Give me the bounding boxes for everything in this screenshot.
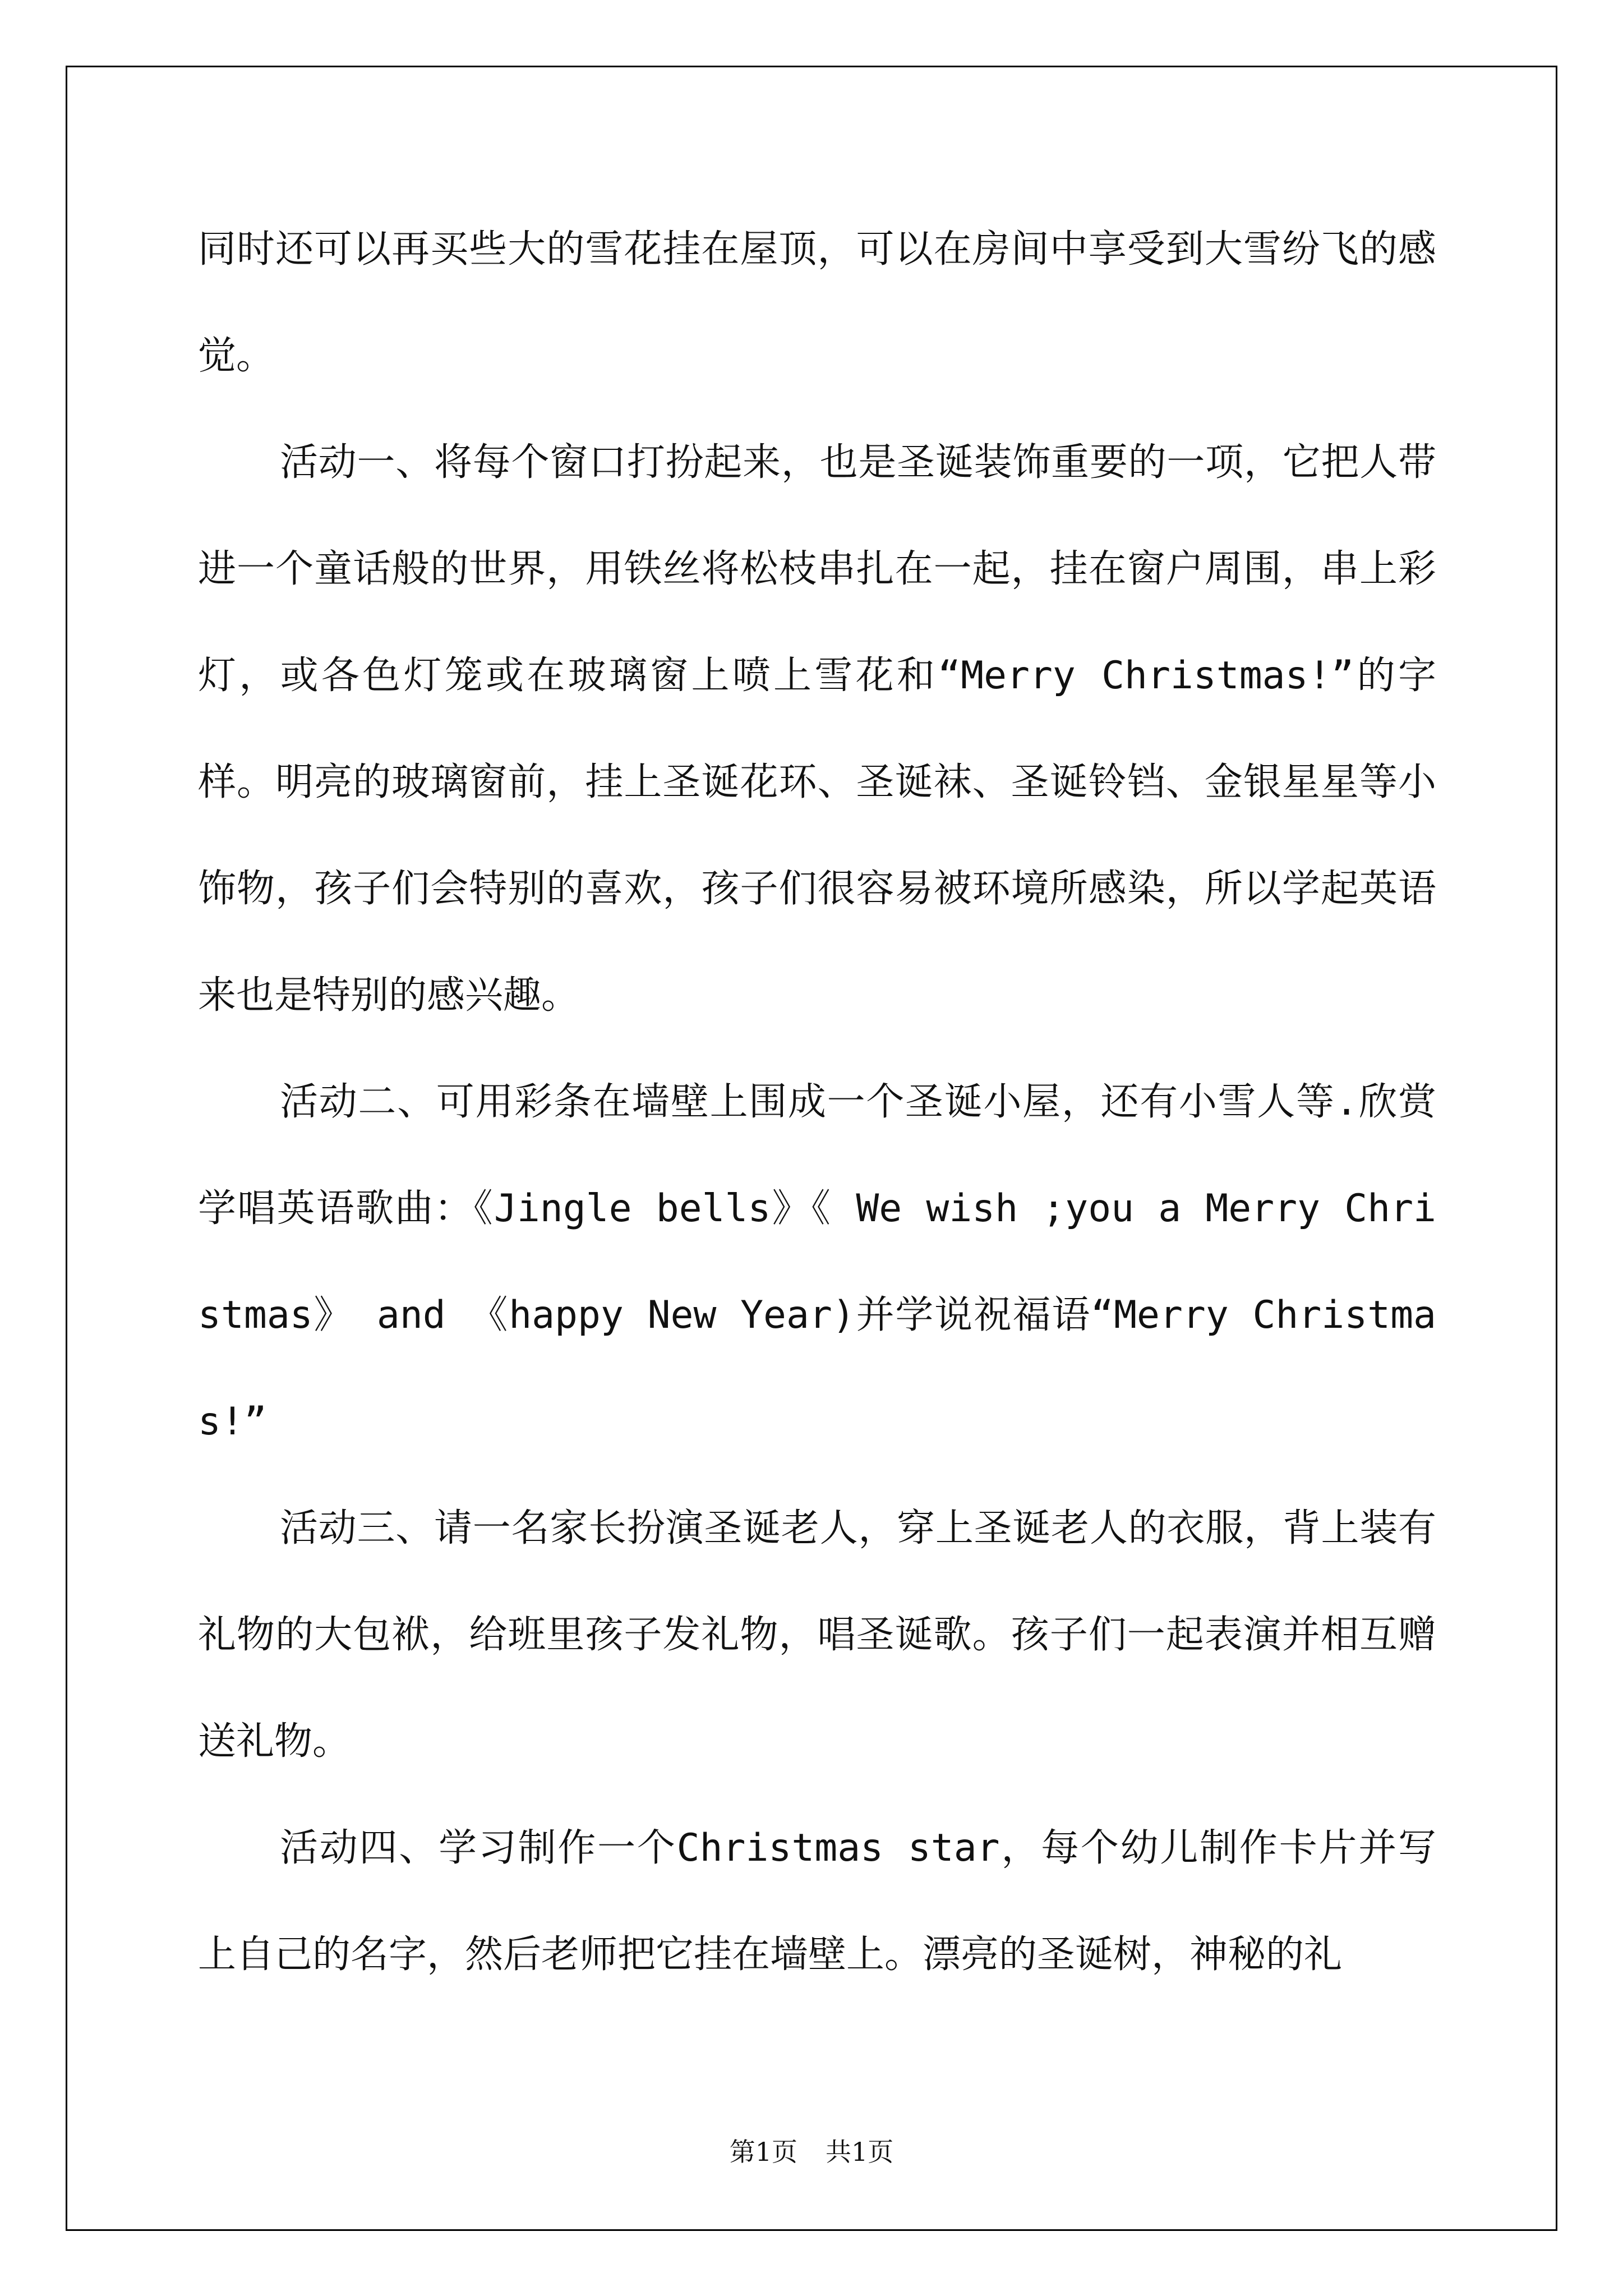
paragraph-activity-1: 活动一、将每个窗口打扮起来，也是圣诞装饰重要的一项，它把人带进一个童话般的世界，用铁丝将松枝串扎在一起，挂在窗户周围，串上彩灯，或各色灯笼或在玻璃窗上喷上雪花和“Merry Christmas!”的字样。明亮的玻璃窗前，挂上圣诞花环、圣诞袜、圣诞铃铛、金银星星等小饰物，孩子们会特别的喜欢，孩子们很容易被环境所感染，所以学起英语来也是特别的感兴趣。 (198, 440, 1436, 1018)
page-total: 共1页 (826, 2137, 894, 2167)
page-footer (0, 2132, 1623, 2169)
paragraph-activity-4: 活动四、学习制作一个Christmas star，每个幼儿制作卡片并写上自己的名字，然后老师把它挂在墙壁上。漂亮的圣诞树，神秘的礼 (198, 1826, 1436, 1977)
page-number: 第1页 (729, 2137, 797, 2167)
document-body (198, 196, 1436, 2008)
paragraph-1: 同时还可以再买些大的雪花挂在屋顶，可以在房间中享受到大雪纷飞的感觉。 (198, 227, 1436, 378)
paragraph-activity-3: 活动三、请一名家长扮演圣诞老人，穿上圣诞老人的衣服，背上装有礼物的大包袱，给班里孩子发礼物，唱圣诞歌。孩子们一起表演并相互赠送礼物。 (198, 1506, 1436, 1764)
paragraph-activity-2: 活动二、可用彩条在墙壁上围成一个圣诞小屋，还有小雪人等.欣赏学唱英语歌曲：《Jingle bells》《 We wish ;you a Merry Christmas》 and 《happy New Year)并学说祝福语“Merry Christmas!” (198, 1080, 1436, 1444)
